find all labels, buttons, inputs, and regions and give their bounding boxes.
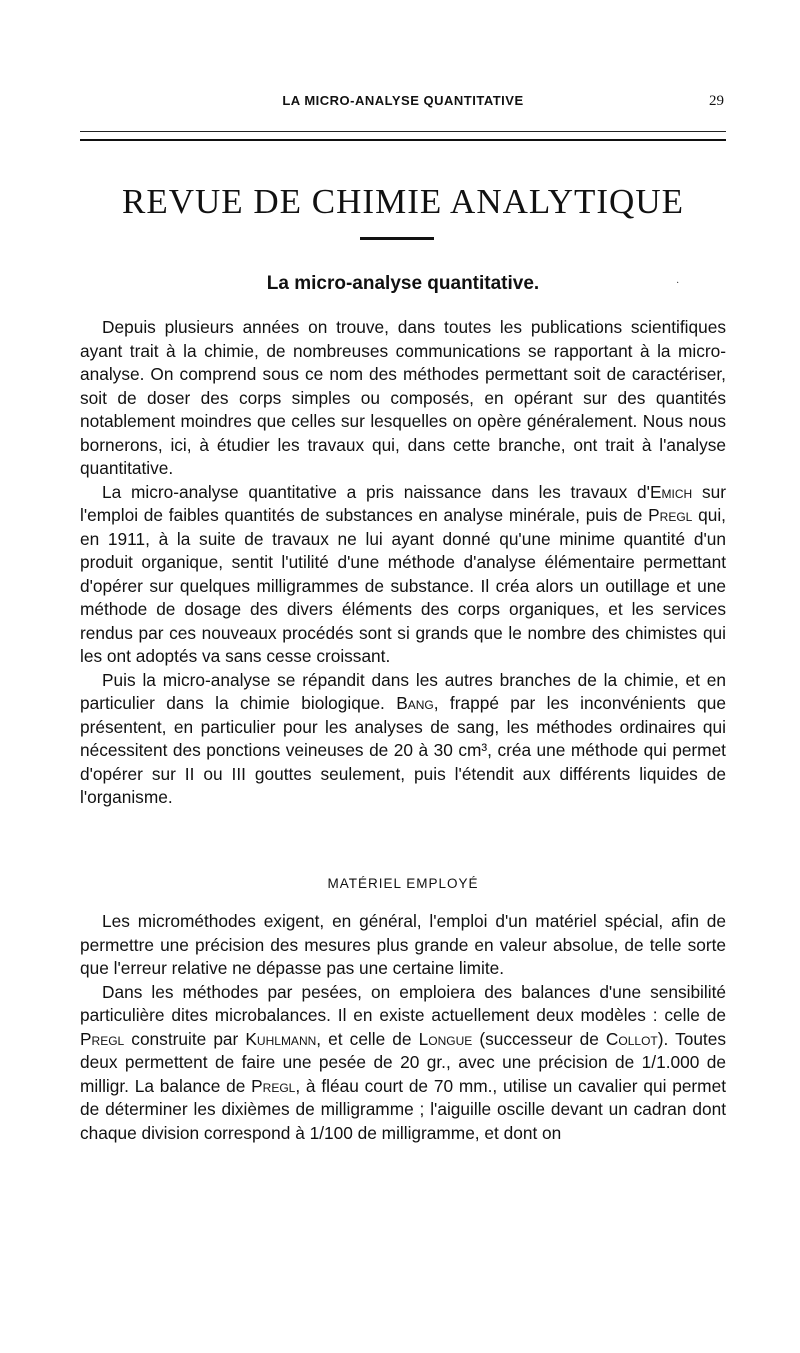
header-rule-thin: [80, 131, 726, 132]
header-rule-thick: [80, 139, 726, 141]
author-name: Longue: [418, 1028, 473, 1049]
paragraph: Depuis plusieurs années on trouve, dans toutes les publications scientifiques ayant trait à la chimie, de nombreuses communications se rapportant à la micro-analyse. On comprend sous ce nom des méthodes permettant soit de caractériser, soit de doser des corps simples ou composés, en opérant sur des quantités notablement moindres que celles sur lesquelles on opère généralement. Nous nous bornerons, ici, à étudier les travaux qui, dans cette branche, ont trait à l'analyse quantitative.: [80, 317, 726, 478]
article-title: La micro-analyse quantitative.: [266, 273, 540, 294]
author-name: Bang: [396, 693, 434, 713]
paragraph: Puis la micro-analyse se répandit dans les autres branches de la chimie, et en particulier dans la chimie biologique. Bang, frappé par les inconvénients que présentent, en particulier pour les analyses de sang, les méthodes ordinaires qui nécessitent des ponctions veineuses de 20 à 30 cm³, créa une méthode qui permet d'opérer sur II ou III gouttes seulement, puis l'étendit aux différents liquides de l'organisme.: [80, 669, 726, 807]
paragraph: Dans les méthodes par pesées, on emploiera des balances d'une sensibilité particulière dites microbalances. Il en existe actuellement deux modèles : celle de Pregl construite par Kuhlmann, et celle de Longue (successeur de Collot). Toutes deux permettent de faire une pesée de 20 gr., avec une précision de 1/1.000 de milligr. La balance de Pregl, à fléau court de 70 mm., utilise un cavalier qui permet de déterminer les dixièmes de milligramme ; l'aiguille oscille devant un cadran dont chaque division correspond à 1/100 de milligramme, et dont on: [80, 981, 726, 1143]
author-name: Collot: [605, 1028, 658, 1049]
running-head: [80, 93, 726, 113]
author-name: Emich: [649, 481, 693, 502]
paragraph: Les microméthodes exigent, en général, l'emploi d'un matériel spécial, afin de permettre une précision des mesures plus grande en valeur absolue, de telle sorte que l'erreur relative ne dépasse pas une certaine limite.: [80, 911, 726, 978]
page-number: 29: [709, 93, 724, 109]
author-name: Kuhlmann: [245, 1028, 317, 1049]
intro-body: [80, 316, 726, 810]
paragraph: La micro-analyse quantitative a pris naissance dans les travaux d'Emich sur l'emploi de faibles quantités de substances en analyse minérale, puis de Pregl qui, en 1911, à la suite de travaux ne lui ayant donné qu'une minime quantité d'un produit organique, sentit l'utilité d'une méthode d'analyse élémentaire permettant d'opérer sur quelques milligrammes de substance. Il créa alors un outillage et une méthode de dosage des divers éléments des corps organiques, et les services rendus par ces nouveaux procédés sont si grands que le nombre des chimistes qui les ont adoptés va sans cesse croissant.: [80, 481, 726, 666]
title-divider: [360, 237, 434, 240]
section-heading: MATÉRIEL EMPLOYÉ: [327, 876, 479, 891]
journal-title: REVUE DE CHIMIE ANALYTIQUE: [121, 182, 684, 221]
print-speck: ·: [676, 278, 680, 289]
author-name: Pregl: [648, 505, 693, 525]
author-name: Pregl: [80, 1028, 125, 1049]
running-title: LA MICRO-ANALYSE QUANTITATIVE: [282, 93, 524, 108]
author-name: Pregl: [251, 1075, 296, 1096]
section-body: [80, 910, 726, 1145]
